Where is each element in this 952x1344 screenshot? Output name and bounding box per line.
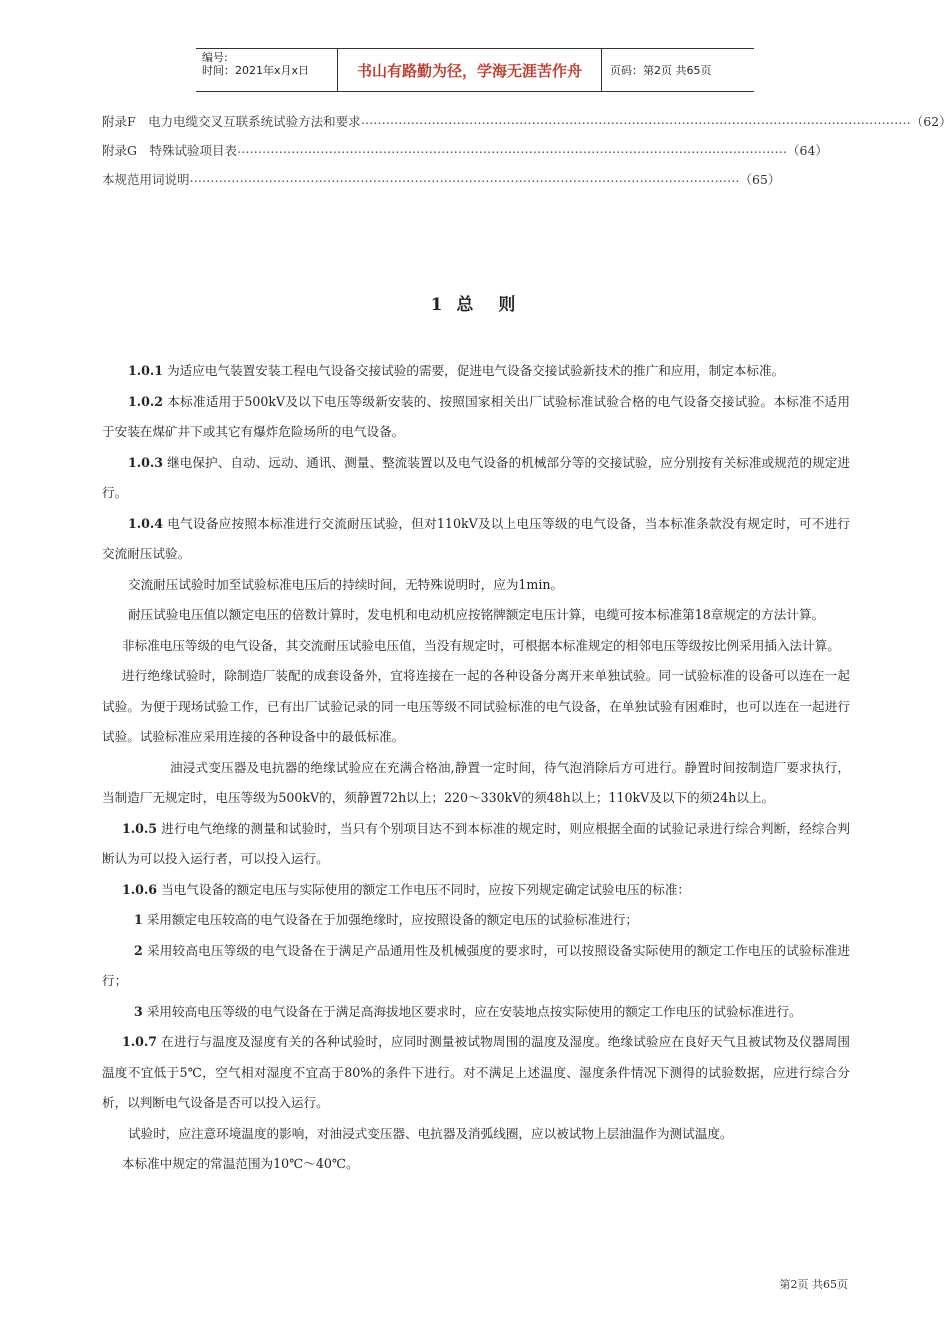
toc-label: 附录F 电力电缆交叉互联系统试验方法和要求 [102, 114, 361, 129]
clause-number: 1.0.5 [122, 820, 158, 836]
item-number: 3 [134, 1003, 143, 1019]
paragraph: 交流耐压试验时加至试验标准电压后的持续时间，无特殊说明时，应为1min。 [128, 576, 564, 592]
toc-leader: …………………………………………………………………………………………………………………… [360, 112, 911, 127]
clause-number: 1.0.2 [128, 393, 164, 409]
paragraph: 油浸式变压器及电抗器的绝缘试验应在充满合格油,静置一定时间，待气泡消除后方可进行。静置时间按制造厂要求执行，当制造厂无规定时，电压等级为500kV的，须静置72h以上；220～330kV的须48h以上；110kV及以下的须24h以上。 [102, 759, 850, 805]
paragraph: 1.0.6 当电气设备的额定电压与实际使用的额定工作电压不同时，应按下列规定确定试验电压的标准： [122, 881, 691, 897]
list-item: 3 采用较高电压等级的电气设备在于满足高海拔地区要求时，应在安装地点按实际使用的额定工作电压的试验标准进行。 [134, 1003, 802, 1019]
clause-number: 1.0.7 [122, 1034, 158, 1049]
clause-number: 1.0.3 [128, 454, 164, 470]
toc-entry [102, 112, 952, 130]
toc-leader: …………………………………………………………………………………………………………………… [189, 170, 740, 185]
clause-number: 1.0.4 [128, 515, 164, 531]
paragraph: 本标准中规定的常温范围为10℃～40℃。 [122, 1156, 359, 1171]
header-meta [196, 49, 338, 91]
header-number: 编号: [202, 51, 228, 64]
toc-leader: …………………………………………………………………………………………………………………… [237, 141, 787, 156]
paragraph: 1.0.7 在进行与温度及湿度有关的各种试验时，应同时测量被试物周围的温度及湿度。绝缘试验应在良好天气且被试物及仪器周围温度不宜低于5℃，空气相对湿度不宜高于80%的条件下进行。对不满足上述温度、湿度条件情况下测得的试验数据，应进行综合分析，以判断电气设备是否可以投入运行。 [102, 1034, 850, 1110]
header-time: 时间：2021年x月x日 [202, 64, 310, 77]
clause-number: 1.0.6 [122, 881, 158, 897]
toc-entry [102, 141, 828, 159]
toc-label: 本规范用词说明 [102, 172, 190, 187]
toc-entry [102, 170, 781, 188]
paragraph: 进行绝缘试验时，除制造厂装配的成套设备外，宜将连接在一起的各种设备分离开来单独试验。同一试验标准的设备可以连在一起试验。为便于现场试验工作，已有出厂试验记录的同一电压等级不同试验标准的电气设备，在单独试验有困难时，也可以连在一起进行试验。试验标准应采用连接的各种设备中的最低标准。 [102, 668, 850, 744]
paragraph: 1.0.2 本标准适用于500kV及以下电压等级新安装的、按照国家相关出厂试验标准试验合格的电气设备交接试验。本标准不适用于安装在煤矿井下或其它有爆炸危险场所的电气设备。 [102, 393, 850, 439]
toc-page: （62） [910, 114, 952, 129]
paragraph: 耐压试验电压值以额定电压的倍数计算时，发电机和电动机应按铭牌额定电压计算，电缆可按本标准第18章规定的方法计算。 [128, 607, 825, 622]
body-text [102, 356, 850, 1180]
header-motto: 书山有路勤为径，学海无涯苦作舟 [338, 49, 602, 91]
paragraph: 试验时，应注意环境温度的影响，对油浸式变压器、电抗器及消弧线圈，应以被试物上层油温作为测试温度。 [128, 1125, 733, 1141]
list-item: 2 采用较高电压等级的电气设备在于满足产品通用性及机械强度的要求时，可以按照设备实际使用的额定工作电压的试验标准进行； [102, 942, 850, 988]
clause-number: 1.0.1 [128, 363, 164, 378]
header-page-code: 页码：第2页 共65页 [610, 64, 712, 77]
item-number: 1 [134, 912, 143, 927]
paragraph: 1.0.4 电气设备应按照本标准进行交流耐压试验，但对110kV及以上电压等级的电气设备，当本标准条款没有规定时，可不进行交流耐压试验。 [102, 515, 850, 561]
toc-page: （65） [739, 172, 781, 187]
toc-label: 附录G 特殊试验项目表 [102, 143, 237, 158]
paragraph: 非标准电压等级的电气设备，其交流耐压试验电压值，当没有规定时，可根据本标准规定的相邻电压等级按比例采用插入法计算。 [122, 637, 840, 653]
paragraph: 1.0.5 进行电气绝缘的测量和试验时，当只有个别项目达不到本标准的规定时，则应根据全面的试验记录进行综合判断，经综合判断认为可以投入运行者，可以投入运行。 [102, 820, 850, 866]
paragraph: 1.0.3 继电保护、自动、远动、通讯、测量、整流装置以及电气设备的机械部分等的交接试验，应分别按有关标准或规范的规定进行。 [102, 454, 850, 500]
page-footer: 第2页 共65页 [779, 1278, 848, 1291]
list-item: 1 采用额定电压较高的电气设备在于加强绝缘时，应按照设备的额定电压的试验标准进行； [134, 912, 638, 927]
page-header [196, 48, 754, 92]
toc-page: （64） [787, 143, 828, 158]
item-number: 2 [134, 942, 143, 958]
paragraph: 1.0.1 为适应电气装置安装工程电气设备交接试验的需要，促进电气设备交接试验新技术的推广和应用，制定本标准。 [128, 363, 785, 378]
section-title: 1 总 则 [430, 295, 520, 315]
